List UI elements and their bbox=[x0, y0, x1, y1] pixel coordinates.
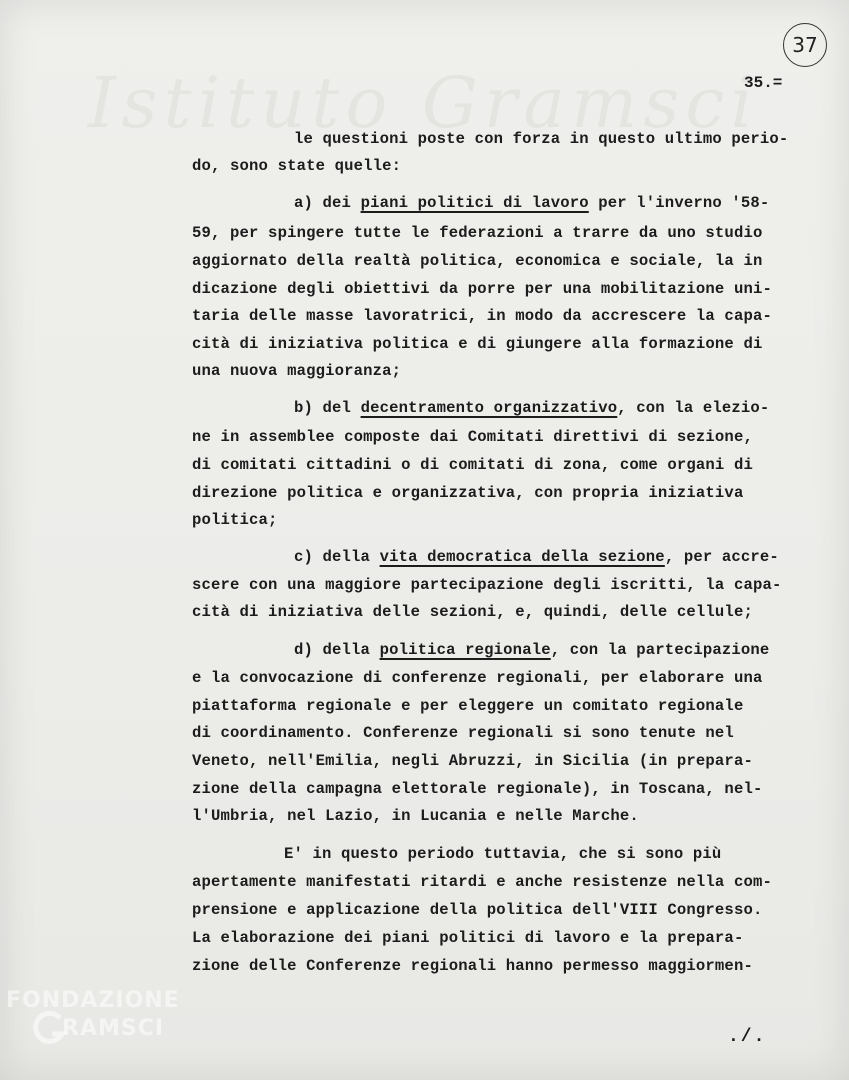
text-line: le questioni poste con forza in questo ultimo perio- bbox=[294, 130, 789, 148]
logo-line-2: RAMSCI bbox=[62, 1016, 165, 1041]
item-d-heading: politica regionale bbox=[379, 641, 551, 659]
text-line: dicazione degli obiettivi da porre per una mobilitazione uni- bbox=[192, 280, 772, 298]
text-line bbox=[294, 640, 769, 660]
text-line bbox=[294, 398, 769, 418]
text-line: E' in questo periodo tuttavia, che si sono più bbox=[284, 845, 722, 863]
text-line: Veneto, nell'Emilia, negli Abruzzi, in Sicilia (in prepara- bbox=[192, 752, 753, 770]
text-line bbox=[294, 547, 779, 567]
item-b-prefix: b) del bbox=[294, 399, 361, 417]
text-line: taria delle masse lavoratrici, in modo da accrescere la capa- bbox=[192, 307, 772, 325]
text-line: prensione e applicazione della politica dell'VIII Congresso. bbox=[192, 901, 763, 919]
text-line: una nuova maggioranza; bbox=[192, 362, 402, 380]
text-line: apertamente manifestati ritardi e anche resistenze nella com- bbox=[192, 873, 772, 891]
text-line: 59, per spingere tutte le federazioni a trarre da uno studio bbox=[192, 224, 763, 242]
text-line: aggiornato della realtà politica, economica e sociale, la in bbox=[192, 252, 763, 270]
text-line: zione delle Conferenze regionali hanno permesso maggiormen- bbox=[192, 957, 753, 975]
logo-g-icon bbox=[32, 1008, 66, 1048]
item-b-heading: decentramento organizzativo bbox=[360, 399, 618, 417]
text-line bbox=[294, 193, 769, 213]
text-line: piattaforma regionale e per eleggere un comitato regionale bbox=[192, 697, 744, 715]
page-number: 35.= bbox=[744, 74, 783, 92]
item-c-heading: vita democratica della sezione bbox=[379, 548, 665, 566]
item-c-prefix: c) della bbox=[294, 548, 380, 566]
text-line: di comitati cittadini o di comitati di zona, come organi di bbox=[192, 456, 753, 474]
text-line: zione della campagna elettorale regionale), in Toscana, nel- bbox=[192, 780, 763, 798]
continuation-mark: ./. bbox=[728, 1027, 767, 1047]
item-c-suffix: , per accre- bbox=[664, 548, 779, 566]
text-line: cità di iniziativa politica e di giungere alla formazione di bbox=[192, 335, 763, 353]
text-line: e la convocazione di conferenze regionali, per elaborare una bbox=[192, 669, 763, 687]
item-d-prefix: d) della bbox=[294, 641, 380, 659]
item-a-heading: piani politici di lavoro bbox=[360, 194, 589, 212]
text-line: politica; bbox=[192, 511, 278, 529]
logo-line-1: FONDAZIONE bbox=[6, 988, 180, 1013]
text-line: do, sono state quelle: bbox=[192, 157, 402, 175]
item-a-suffix: per l'inverno '58- bbox=[588, 194, 770, 212]
text-line: La elaborazione dei piani politici di lavoro e la prepara- bbox=[192, 929, 744, 947]
item-d-suffix: , con la partecipazione bbox=[550, 641, 770, 659]
text-line: di coordinamento. Conferenze regionali si sono tenute nel bbox=[192, 724, 734, 742]
text-line: scere con una maggiore partecipazione degli iscritti, la capa- bbox=[192, 576, 782, 594]
archive-number: 37 bbox=[783, 23, 827, 67]
item-a-prefix: a) dei bbox=[294, 194, 361, 212]
text-line: ne in assemblee composte dai Comitati direttivi di sezione, bbox=[192, 428, 753, 446]
fondazione-gramsci-logo bbox=[6, 988, 216, 1068]
text-line: l'Umbria, nel Lazio, in Lucania e nelle Marche. bbox=[192, 807, 639, 825]
item-b-suffix: , con la elezio- bbox=[617, 399, 770, 417]
text-line: direzione politica e organizzativa, con propria iniziativa bbox=[192, 484, 744, 502]
text-line: cità di iniziativa delle sezioni, e, quindi, delle cellule; bbox=[192, 603, 753, 621]
